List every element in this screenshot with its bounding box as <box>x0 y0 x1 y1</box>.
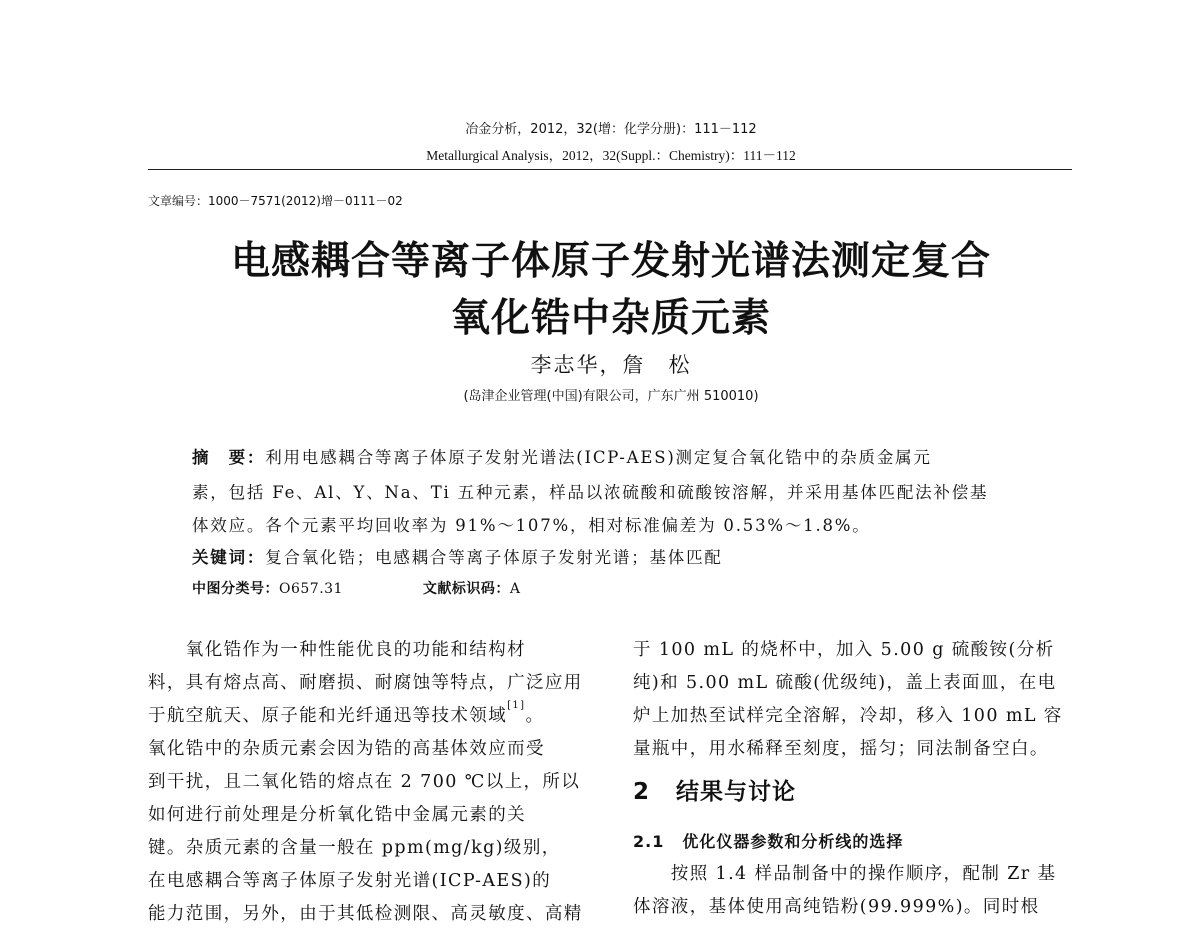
doc-code-value: A <box>509 581 521 597</box>
keywords-label: 关键词： <box>192 548 266 567</box>
left-body-line <box>148 702 544 727</box>
left-body-line: 料，具有熔点高、耐磨损、耐腐蚀等特点，广泛应用 <box>148 673 583 693</box>
right-body-line: 纯)和 5.00 mL 硫酸(优级纯)，盖上表面皿，在电 <box>633 673 1057 693</box>
left-body-line: 在电感耦合等离子体原子发射光谱(ICP-AES)的 <box>148 871 552 891</box>
section-number: 2 <box>633 779 651 805</box>
journal-citation-cn: 冶金分析，2012，32(增：化学分册)：111－112 <box>465 122 757 137</box>
classification-line <box>192 578 521 598</box>
affiliation: (岛津企业管理(中国)有限公司，广东广州 510010) <box>463 389 759 404</box>
subsection-title: 优化仪器参数和分析线的选择 <box>682 832 904 851</box>
abstract-line-2: 素，包括 Fe、Al、Y、Na、Ti 五种元素，样品以浓硫酸和硫酸铵溶解，并采用基体匹配法补偿基 <box>192 483 989 502</box>
left-body-text: 。 <box>525 706 545 726</box>
keywords-line <box>192 544 723 568</box>
paper-title-line1: 电感耦合等离子体原子发射光谱法测定复合 <box>230 239 991 284</box>
clc-value: O657.31 <box>279 581 343 597</box>
abstract-text: 利用电感耦合等离子体原子发射光谱法(ICP-AES)测定复合氧化锆中的杂质金属元 <box>265 448 932 467</box>
paper-title-line2: 氧化锆中杂质元素 <box>450 296 771 341</box>
authors: 李志华，詹 松 <box>530 353 692 377</box>
section-heading <box>633 773 796 806</box>
abstract-line-3: 体效应。各个元素平均回收率为 91%～107%，相对标准偏差为 0.53%～1.8%。 <box>192 516 871 535</box>
left-body-line: 到干扰，且二氧化锆的熔点在 2 700 ℃以上，所以 <box>148 772 581 792</box>
article-number: 文章编号：1000－7571(2012)增－0111－02 <box>148 194 403 208</box>
left-body-line: 如何进行前处理是分析氧化锆中金属元素的关 <box>148 805 526 825</box>
left-body-line: 氧化锆中的杂质元素会因为锆的高基体效应而受 <box>148 739 545 759</box>
doc-code-label: 文献标识码： <box>422 581 510 597</box>
section-title: 结果与讨论 <box>676 779 797 805</box>
left-body-line: 能力范围，另外，由于其低检测限、高灵敏度、高精 <box>148 904 583 924</box>
journal-citation-en: Metallurgical Analysis，2012，32(Suppl.：Chemistry)：111－112 <box>426 148 796 163</box>
subsection-heading <box>633 829 903 852</box>
right-body-line: 体溶液，基体使用高纯锆粉(99.999%)。同时根 <box>633 897 1040 917</box>
abstract-label: 摘 要： <box>192 448 266 467</box>
left-body-line: 键。杂质元素的含量一般在 ppm(mg/kg)级别， <box>148 838 561 858</box>
keywords-text: 复合氧化锆；电感耦合等离子体原子发射光谱；基体匹配 <box>265 548 723 567</box>
subsection-number: 2.1 <box>633 832 665 851</box>
abstract-line-1 <box>192 444 932 468</box>
left-body-text: 于航空航天、原子能和光纤通迅等技术领域 <box>148 706 508 726</box>
right-body-line: 炉上加热至试样完全溶解，冷却，移入 100 mL 容 <box>633 706 1063 726</box>
right-body-line: 按照 1.4 样品制备中的操作顺序，配制 Zr 基 <box>633 864 1057 884</box>
right-body-line: 量瓶中，用水稀释至刻度，摇匀；同法制备空白。 <box>633 739 1049 759</box>
left-body-line: 氧化锆作为一种性能优良的功能和结构材 <box>148 640 526 660</box>
citation-ref: [1] <box>507 700 526 711</box>
header-divider <box>148 169 1072 170</box>
clc-label: 中图分类号： <box>192 581 279 597</box>
right-body-line: 于 100 mL 的烧杯中，加入 5.00 g 硫酸铵(分析 <box>633 640 1055 660</box>
